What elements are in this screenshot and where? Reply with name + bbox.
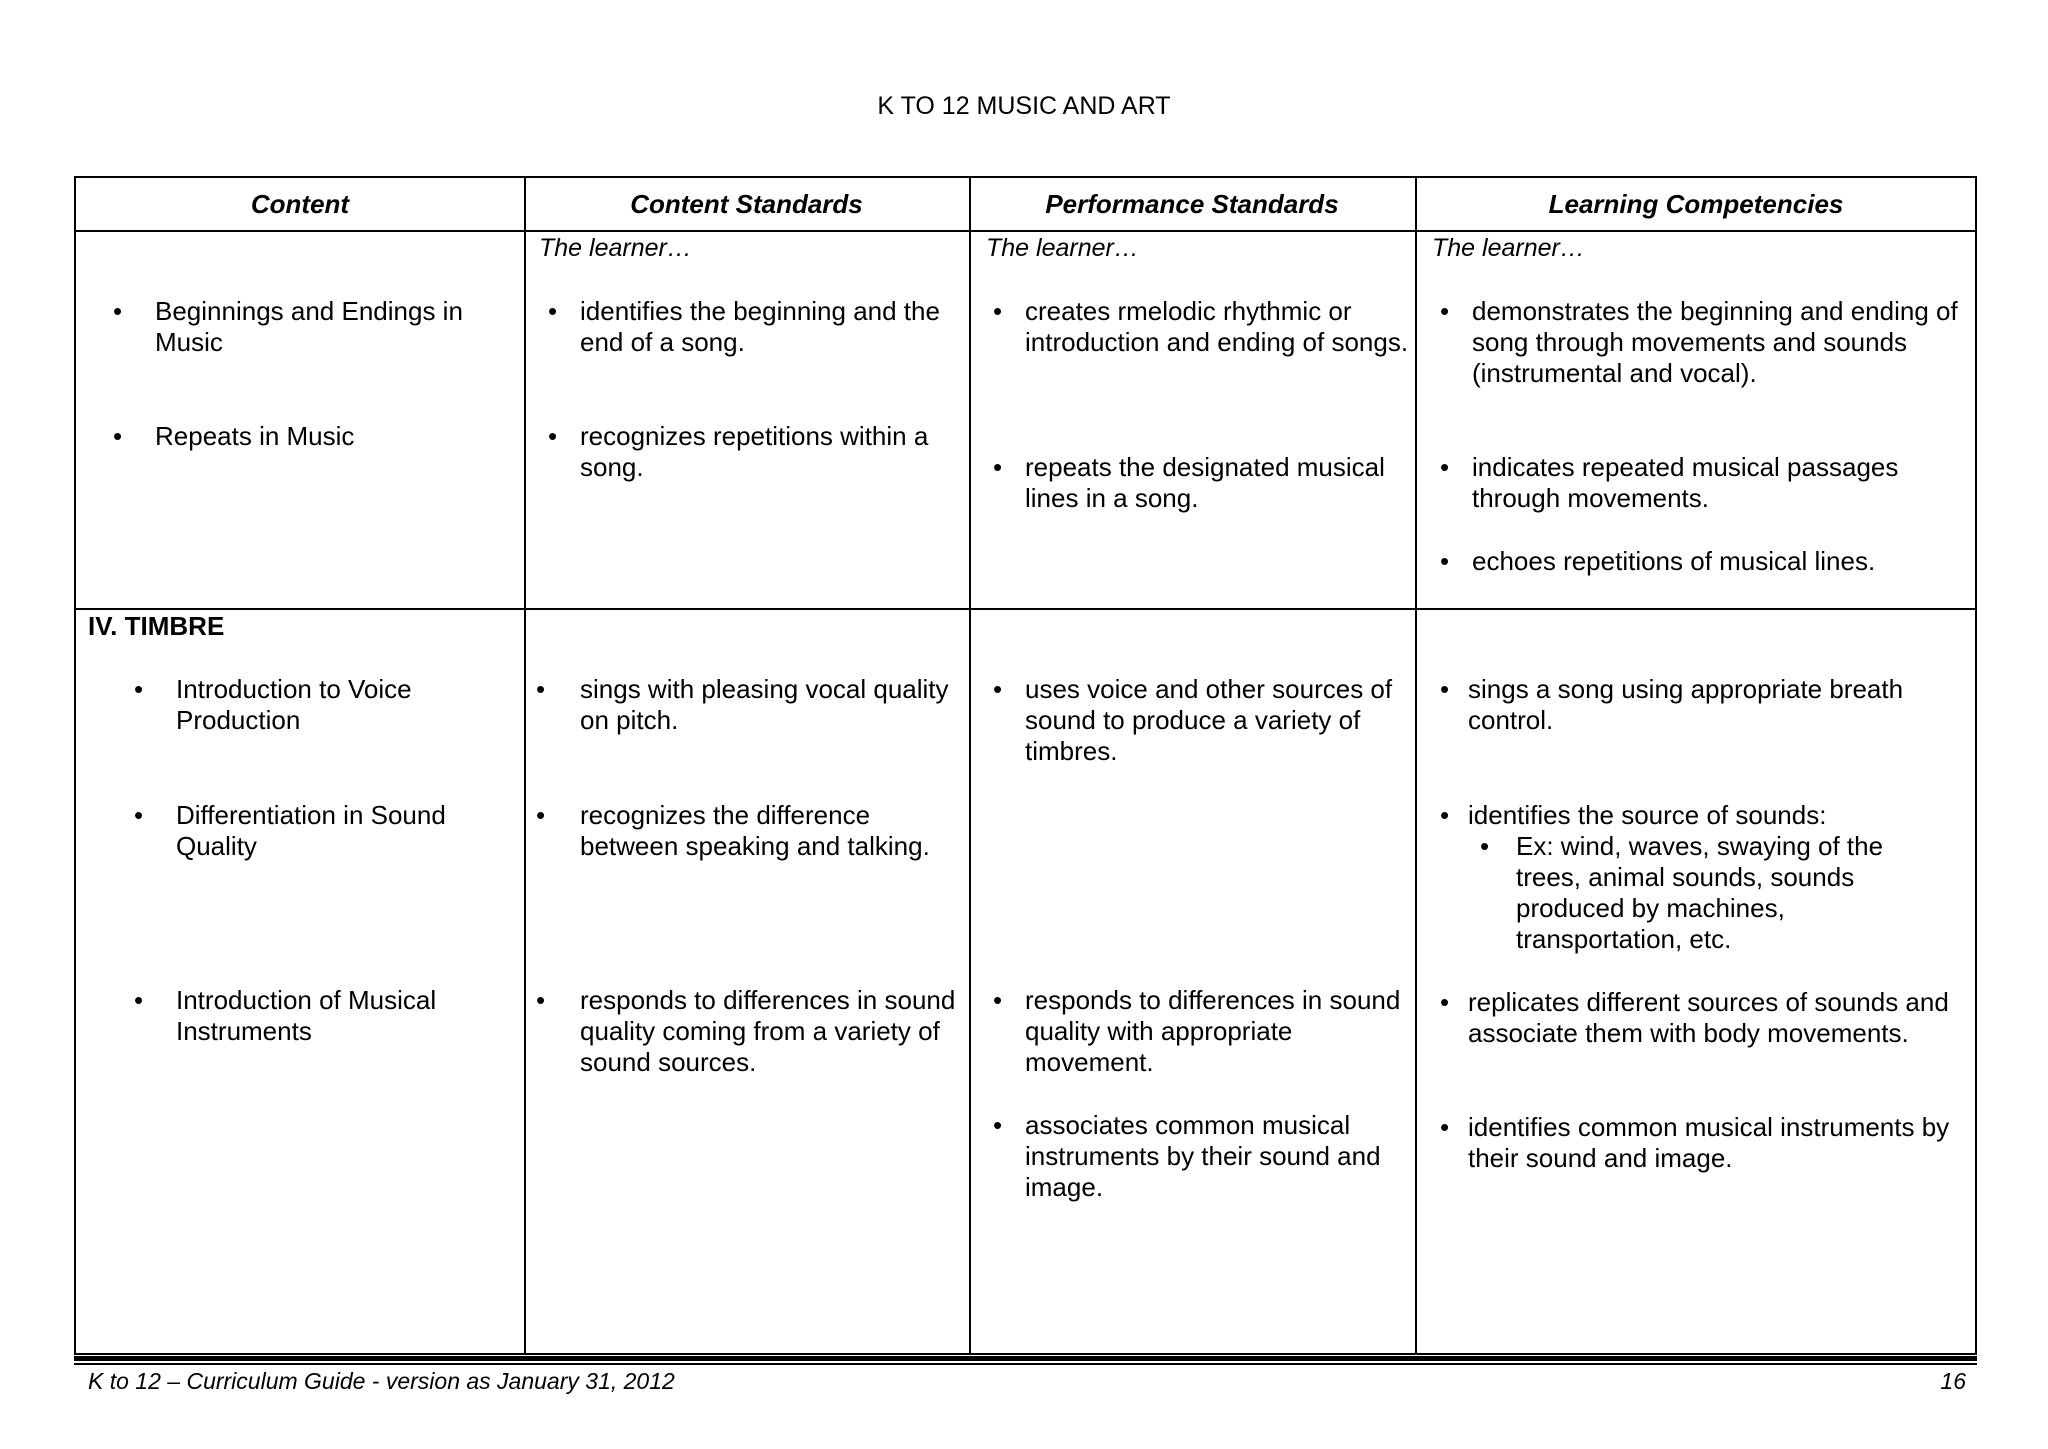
bullet-icon: • [993,1110,1003,1140]
bullet-icon: • [1440,987,1450,1017]
bullet-icon: • [993,985,1003,1015]
curriculum-table [74,176,1977,1355]
list-item: • identifies common musical instruments by their sound and image. [1440,1112,1950,1173]
bullet-icon: • [1440,546,1450,576]
bullet-icon: • [113,421,123,451]
list-item: • uses voice and other sources of sound to produce a variety of timbres. [993,674,1393,766]
footer-rule-thin [74,1363,1977,1365]
list-item: • indicates repeated musical passages through movements. [1440,452,1899,513]
bullet-icon: • [536,985,546,1015]
bullet-icon: • [1440,1112,1450,1142]
list-item: • Introduction of Musical Instruments [134,985,437,1046]
list-item: • replicates different sources of sounds and associate them with body movements. [1440,987,1949,1048]
bullet-icon: • [1440,800,1450,830]
bullet-icon: • [536,800,546,830]
bullet-icon: • [134,800,144,830]
header-performance-standards: Performance Standards [1045,188,1339,219]
list-item: • sings a song using appropriate breath control. [1440,674,1904,735]
bullet-icon: • [113,296,123,326]
learner-label: The learner… [539,234,692,262]
header-divider [76,230,1975,232]
list-item: • associates common musical instruments by their sound and image. [993,1110,1381,1202]
footer-rule-thick [74,1356,1977,1361]
list-item: • responds to differences in sound quality with appropriate movement. [993,985,1401,1077]
list-item: • demonstrates the beginning and ending of song through movements and sounds (instrumental and vocal). [1440,296,1958,388]
list-item: • identifies the beginning and the end of a song. [548,296,940,357]
bullet-icon: • [536,674,546,704]
learner-label: The learner… [1432,234,1585,262]
bullet-icon: • [134,985,144,1015]
page-title: K TO 12 MUSIC AND ART [877,92,1171,120]
header-content: Content [250,188,350,219]
bullet-icon: • [993,296,1003,326]
list-item: • Repeats in Music [113,421,355,451]
list-item: • Beginnings and Endings in Music [113,296,463,357]
header-learning-competencies: Learning Competencies [1548,188,1844,219]
bullet-icon: • [1480,831,1490,861]
section-heading: IV. TIMBRE [88,611,225,641]
page-number: 16 [1940,1368,1966,1394]
column-divider [1415,178,1417,1353]
row-divider [76,608,1975,610]
bullet-icon: • [1440,674,1450,704]
column-divider [524,178,526,1353]
list-item: • creates rmelodic rhythmic or introduction and ending of songs. [993,296,1409,357]
sub-list-item: • Ex: wind, waves, swaying of the trees, animal sounds, sounds produced by machines, transportation, etc. [1480,831,1884,954]
list-item: • recognizes repetitions within a song. [548,421,929,482]
bullet-icon: • [134,674,144,704]
bullet-icon: • [1440,452,1450,482]
list-item: • echoes repetitions of musical lines. [1440,546,1876,576]
list-item: • sings with pleasing vocal quality on pitch. [536,674,949,735]
footer-version-text: K to 12 – Curriculum Guide - version as January 31, 2012 [88,1368,675,1394]
bullet-icon: • [993,674,1003,704]
header-content-standards: Content Standards [630,188,863,219]
list-item: • repeats the designated musical lines in a song. [993,452,1385,513]
list-item: • recognizes the difference between speaking and talking. [536,800,930,861]
bullet-icon: • [548,296,558,326]
learner-label: The learner… [986,234,1139,262]
bullet-icon: • [1440,296,1450,326]
bullet-icon: • [548,421,558,451]
column-divider [969,178,971,1353]
list-item: • Introduction to Voice Production [134,674,412,735]
list-item: • Differentiation in Sound Quality [134,800,446,861]
bullet-icon: • [993,452,1003,482]
list-item: • identifies the source of sounds: [1440,800,1827,830]
list-item: • responds to differences in sound quality coming from a variety of sound sources. [536,985,956,1077]
